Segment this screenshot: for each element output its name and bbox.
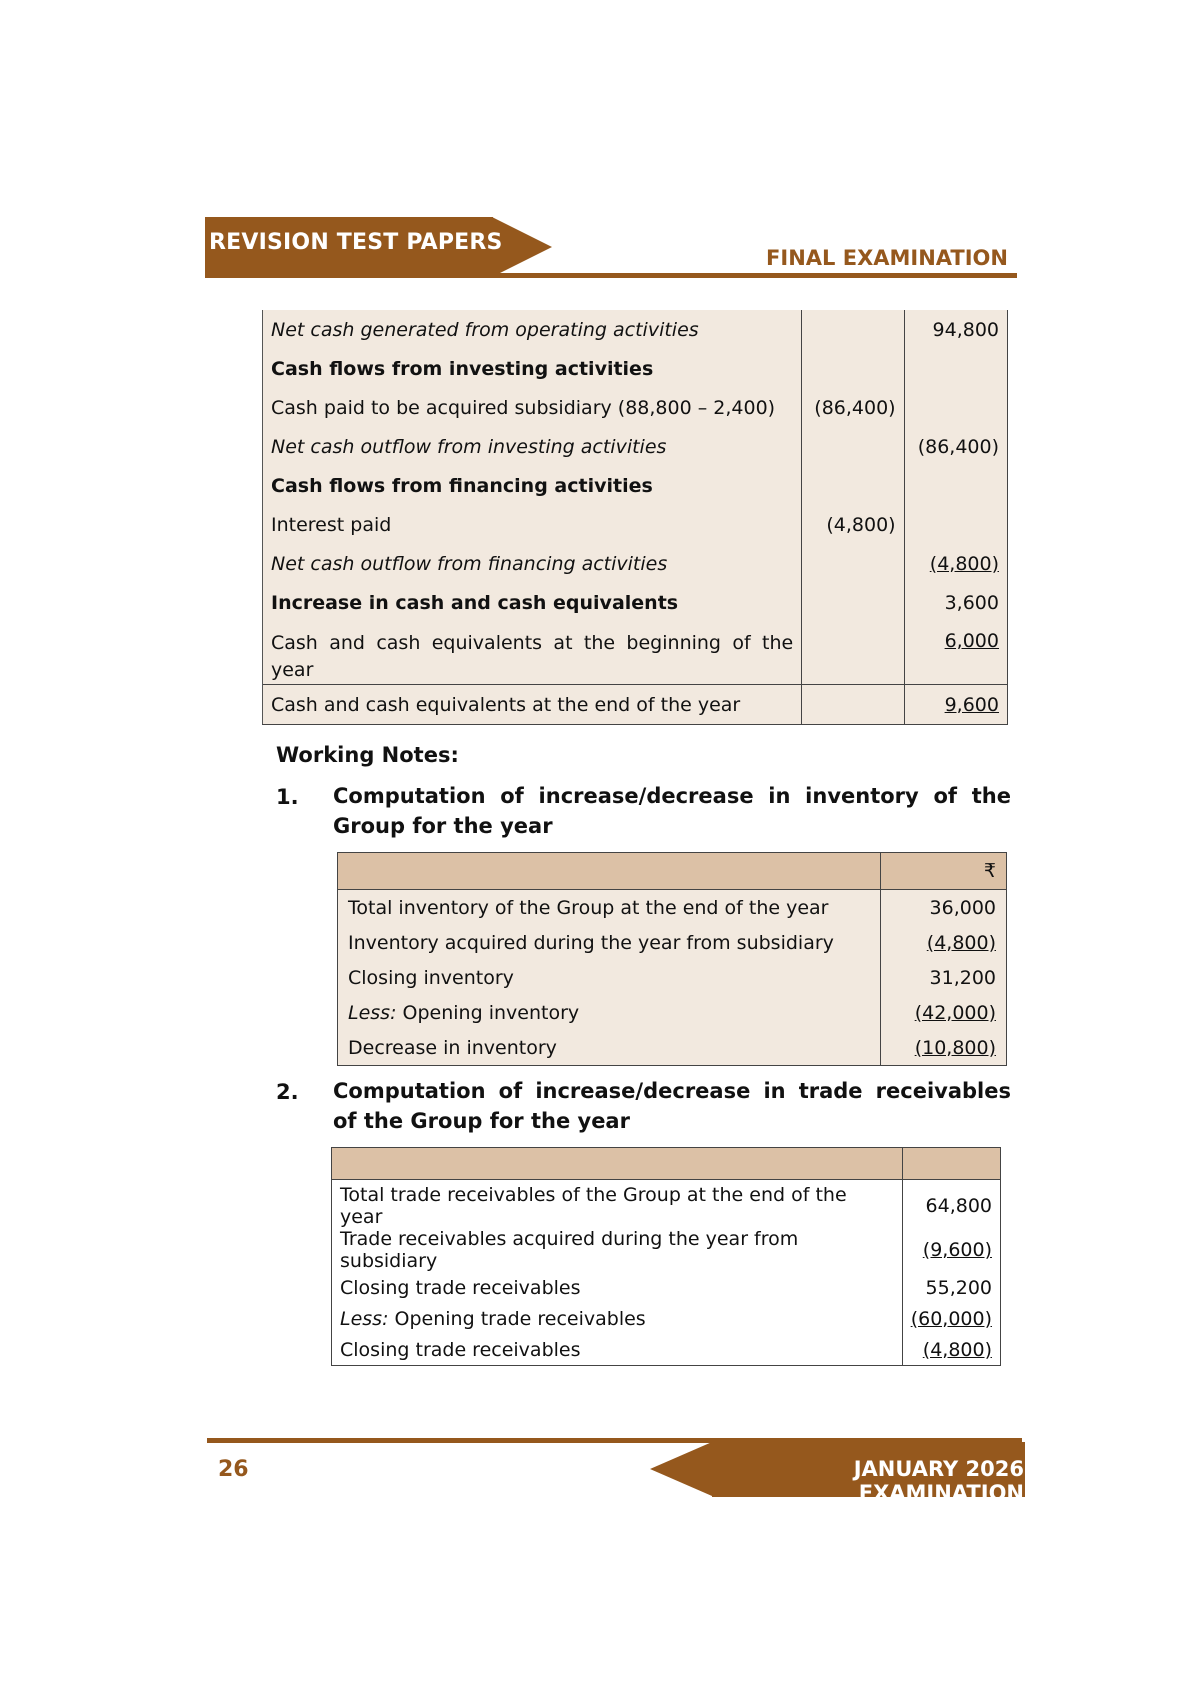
row-col1 [802, 622, 904, 685]
table-row [338, 925, 1007, 960]
row-col1: (86,400) [802, 388, 904, 427]
row-label: Total trade receivables of the Group at the end of the year [332, 1180, 903, 1229]
table-row [263, 505, 1008, 544]
header-blank [338, 853, 881, 890]
row-label: Cash and cash equivalents at the end of the year [263, 685, 802, 725]
table-row [332, 1180, 1001, 1229]
table-row [332, 1303, 1001, 1334]
row-value: 64,800 [902, 1180, 1000, 1229]
row-col1 [802, 544, 904, 583]
table-row [338, 960, 1007, 995]
row-label: Closing inventory [338, 960, 881, 995]
row-col2 [904, 505, 1007, 544]
less-prefix: Less: [348, 1001, 397, 1024]
row-label [338, 995, 881, 1030]
row-value: (60,000) [902, 1303, 1000, 1334]
row-label: Decrease in inventory [338, 1030, 881, 1066]
row-value: (4,800) [880, 925, 1006, 960]
table-row [338, 1030, 1007, 1066]
table-row [263, 622, 1008, 685]
table-header-row [332, 1148, 1001, 1180]
table-row [338, 890, 1007, 926]
header-rule [205, 273, 1017, 278]
table-row [263, 544, 1008, 583]
row-label: Cash and cash equivalents at the beginning of the year [263, 622, 802, 685]
table-row [332, 1228, 1001, 1272]
row-label: Inventory acquired during the year from subsidiary [338, 925, 881, 960]
note-2-heading: Computation of increase/decrease in trade receivables of the Group for the year [333, 1079, 1011, 1133]
row-col1 [802, 349, 904, 388]
header-right-title: FINAL EXAMINATION [766, 246, 1008, 270]
table-row [263, 583, 1008, 622]
row-label: Cash paid to be acquired subsidiary (88,800 – 2,400) [263, 388, 802, 427]
table-row [263, 349, 1008, 388]
row-value: (42,000) [880, 995, 1006, 1030]
row-col2: 94,800 [904, 310, 1007, 349]
table-row [263, 685, 1008, 725]
table-row [332, 1272, 1001, 1303]
cash-flow-table [262, 310, 1008, 725]
note-2-number: 2. [276, 1080, 299, 1104]
row-col2: (86,400) [904, 427, 1007, 466]
row-col1 [802, 310, 904, 349]
row-label-text: Opening trade receivables [388, 1307, 646, 1330]
row-col2: (4,800) [904, 544, 1007, 583]
row-col1: (4,800) [802, 505, 904, 544]
trade-receivables-table [331, 1147, 1001, 1366]
row-col2 [904, 388, 1007, 427]
inventory-table [337, 852, 1007, 1066]
row-value: (4,800) [902, 1334, 1000, 1366]
row-value: (10,800) [880, 1030, 1006, 1066]
row-label: Closing trade receivables [332, 1272, 903, 1303]
row-col1 [802, 466, 904, 505]
row-col2 [904, 466, 1007, 505]
row-label: Net cash generated from operating activities [263, 310, 802, 349]
row-label: Net cash outflow from investing activities [263, 427, 802, 466]
header-left-title: REVISION TEST PAPERS [209, 230, 503, 255]
row-col2: 9,600 [904, 685, 1007, 725]
table-row [332, 1334, 1001, 1366]
row-value: (9,600) [902, 1228, 1000, 1272]
row-col1 [802, 583, 904, 622]
row-label: Increase in cash and cash equivalents [263, 583, 802, 622]
less-prefix: Less: [340, 1307, 389, 1330]
header-blank [332, 1148, 903, 1180]
table-row [338, 995, 1007, 1030]
row-label: Cash flows from financing activities [263, 466, 802, 505]
footer-exam-title: JANUARY 2026 EXAMINATION [853, 1457, 1024, 1505]
row-col1 [802, 427, 904, 466]
row-col2: 3,600 [904, 583, 1007, 622]
note-1-number: 1. [276, 785, 299, 809]
row-label: Total inventory of the Group at the end of the year [338, 890, 881, 926]
row-label-text: Opening inventory [396, 1001, 580, 1024]
row-value: 31,200 [880, 960, 1006, 995]
row-label: Net cash outflow from financing activities [263, 544, 802, 583]
header-blank-value [902, 1148, 1000, 1180]
row-label: Closing trade receivables [332, 1334, 903, 1366]
row-label [332, 1303, 903, 1334]
row-label: Cash flows from investing activities [263, 349, 802, 388]
row-value: 36,000 [880, 890, 1006, 926]
table-row [263, 466, 1008, 505]
row-col2 [904, 349, 1007, 388]
table-row [263, 310, 1008, 349]
row-label: Interest paid [263, 505, 802, 544]
note-1-heading: Computation of increase/decrease in inventory of the Group for the year [333, 784, 1011, 838]
table-header-row [338, 853, 1007, 890]
row-label: Trade receivables acquired during the year from subsidiary [332, 1228, 903, 1272]
table-row [263, 388, 1008, 427]
table-row [263, 427, 1008, 466]
row-value: 55,200 [902, 1272, 1000, 1303]
page-number: 26 [218, 1457, 249, 1482]
row-col1 [802, 685, 904, 725]
currency-icon: ₹ [880, 853, 1006, 890]
working-notes-title: Working Notes: [276, 743, 459, 767]
row-col2: 6,000 [904, 622, 1007, 685]
